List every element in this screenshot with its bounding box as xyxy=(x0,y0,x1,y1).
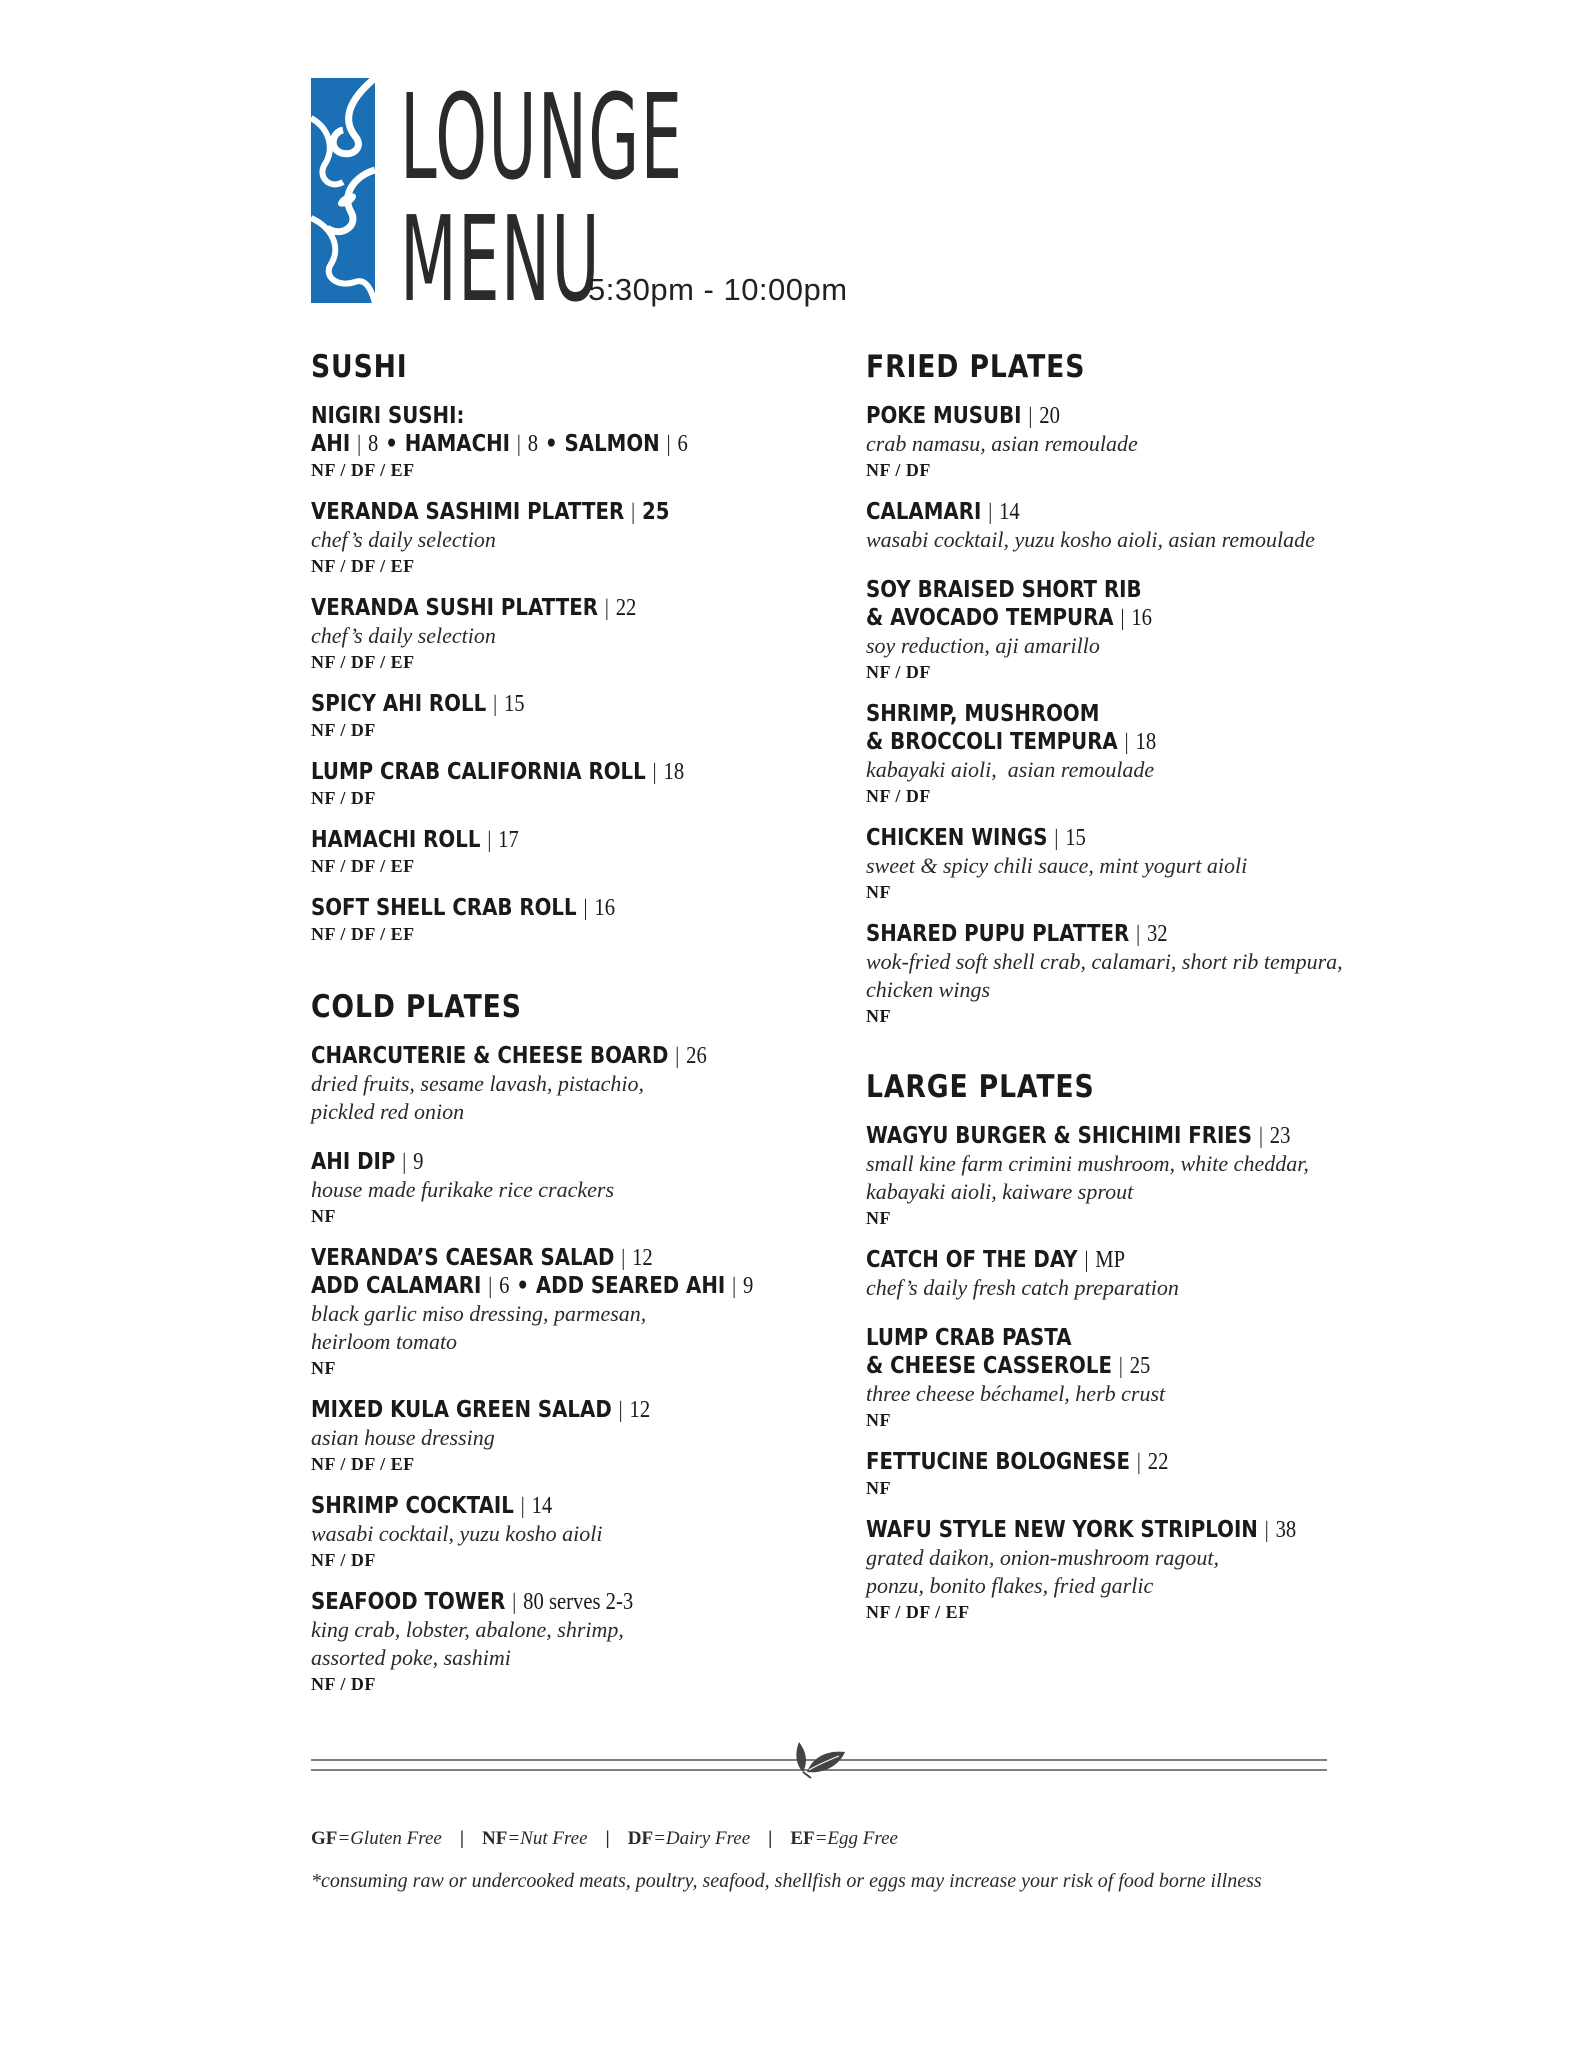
menu-item xyxy=(866,1122,1406,1230)
item-description-line2: assorted poke, sashimi xyxy=(311,1645,511,1671)
item-description: soy reduction, aji amarillo xyxy=(866,633,1100,659)
item-description: grated daikon, onion-mushroom ragout, xyxy=(866,1545,1220,1571)
menu-item xyxy=(311,894,831,946)
menu-item xyxy=(866,700,1406,808)
legend-nf-code: NF xyxy=(482,1828,508,1849)
item-add-ons: ADD CALAMARI | 6 • ADD SEARED AHI | 9 xyxy=(311,1273,754,1300)
item-name: CATCH OF THE DAY | MP xyxy=(866,1247,1126,1274)
item-name: FETTUCINE BOLOGNESE | 22 xyxy=(866,1449,1169,1476)
menu-item xyxy=(311,498,831,578)
item-name: WAGYU BURGER & SHICHIMI FRIES | 23 xyxy=(866,1123,1291,1150)
item-description: house made furikake rice crackers xyxy=(311,1177,615,1203)
diet-tags: NF xyxy=(311,1206,336,1227)
service-hours: 5:30pm - 10:00pm xyxy=(588,272,848,307)
section-title: LARGE PLATES xyxy=(866,1069,1095,1106)
item-name: HAMACHI ROLL | 17 xyxy=(311,827,519,854)
menu-item xyxy=(866,498,1406,554)
item-name: SHARED PUPU PLATTER | 32 xyxy=(866,921,1168,948)
item-name: VERANDA’S CAESAR SALAD | 12 xyxy=(311,1245,653,1272)
item-description: chef’s daily fresh catch preparation xyxy=(866,1275,1179,1301)
item-name: NIGIRI SUSHI: xyxy=(311,403,465,430)
title-line-2: MENU xyxy=(400,190,601,328)
legend-nf-label: =Nut Free xyxy=(507,1828,588,1849)
diet-tags: NF / DF / EF xyxy=(311,856,415,877)
item-description: asian house dressing xyxy=(311,1425,495,1451)
item-description-line2: ponzu, bonito flakes, fried garlic xyxy=(866,1573,1154,1599)
diet-tags: NF xyxy=(311,1358,336,1379)
menu-item xyxy=(311,1042,831,1126)
item-description: king crab, lobster, abalone, shrimp, xyxy=(311,1617,624,1643)
section-fried-plates xyxy=(866,350,1406,1028)
section-sushi xyxy=(311,350,831,946)
diet-tags: NF xyxy=(866,1478,891,1499)
item-name-line2: & CHEESE CASSEROLE | 25 xyxy=(866,1353,1151,1380)
item-name: CHICKEN WINGS | 15 xyxy=(866,825,1086,852)
diet-tags: NF xyxy=(866,1410,891,1431)
item-description: kabayaki aioli, asian remoulade xyxy=(866,757,1155,783)
item-description: chef’s daily selection xyxy=(311,527,496,553)
legend-df-code: DF xyxy=(627,1828,654,1849)
item-name-line2: & BROCCOLI TEMPURA | 18 xyxy=(866,729,1157,756)
menu-item xyxy=(311,1396,831,1476)
item-description: crab namasu, asian remoulade xyxy=(866,431,1138,457)
diet-tags: NF / DF / EF xyxy=(311,460,415,481)
section-large-plates xyxy=(866,1070,1406,1624)
item-description: wasabi cocktail, yuzu kosho aioli xyxy=(311,1521,603,1547)
section-title: FRIED PLATES xyxy=(866,349,1086,385)
menu-item xyxy=(866,402,1406,482)
item-name: CALAMARI | 14 xyxy=(866,499,1020,526)
item-name-line2: & AVOCADO TEMPURA | 16 xyxy=(866,605,1153,632)
menu-item xyxy=(311,1492,831,1572)
item-name: POKE MUSUBI | 20 xyxy=(866,403,1060,430)
item-description-line2: pickled red onion xyxy=(311,1099,465,1125)
menu-item xyxy=(311,758,831,810)
item-name: SOY BRAISED SHORT RIB xyxy=(866,577,1142,604)
menu-item xyxy=(311,690,831,742)
item-name: SHRIMP, MUSHROOM xyxy=(866,701,1100,728)
legend-gf-label: =Gluten Free xyxy=(337,1828,442,1849)
item-description-line2: chicken wings xyxy=(866,977,991,1003)
legend-gf-code: GF xyxy=(311,1828,338,1849)
menu-item xyxy=(311,594,831,674)
item-description-line2: heirloom tomato xyxy=(311,1329,458,1355)
diet-tags: NF / DF / EF xyxy=(311,556,415,577)
item-name: CHARCUTERIE & CHEESE BOARD | 26 xyxy=(311,1043,707,1070)
diet-tags: NF / DF / EF xyxy=(311,924,415,945)
footer-divider xyxy=(311,1740,1327,1780)
item-name: SEAFOOD TOWER | 80 serves 2-3 xyxy=(311,1589,634,1616)
item-name-line2: AHI | 8 • HAMACHI | 8 • SALMON | 6 xyxy=(311,431,688,458)
menu-item xyxy=(866,824,1406,904)
menu-item xyxy=(866,1324,1406,1432)
item-name: VERANDA SASHIMI PLATTER | 25 xyxy=(311,499,670,526)
title-line-1: LOUNGE xyxy=(400,68,684,206)
item-description: wasabi cocktail, yuzu kosho aioli, asian remoulade xyxy=(866,527,1315,553)
leaf-icon xyxy=(796,1742,845,1778)
diet-tags: NF / DF xyxy=(866,786,931,807)
diet-tags: NF / DF / EF xyxy=(311,652,415,673)
menu-item xyxy=(311,402,831,482)
diet-tags: NF / DF xyxy=(311,788,376,809)
menu-item xyxy=(866,920,1406,1028)
diet-tags: NF / DF / EF xyxy=(311,1454,415,1475)
menu-item xyxy=(866,576,1406,684)
menu-item xyxy=(311,1148,831,1228)
item-name: SPICY AHI ROLL | 15 xyxy=(311,691,525,718)
legend-ef-code: EF xyxy=(790,1828,815,1849)
logo-icon xyxy=(311,78,375,303)
diet-tags: NF / DF xyxy=(311,720,376,741)
diet-tags: NF / DF xyxy=(311,1674,376,1695)
item-description: dried fruits, sesame lavash, pistachio, xyxy=(311,1071,645,1097)
diet-tags: NF / DF xyxy=(311,1550,376,1571)
menu-item xyxy=(866,1448,1406,1500)
item-description: small kine farm crimini mushroom, white cheddar, xyxy=(866,1151,1309,1177)
menu-item xyxy=(311,1588,831,1696)
menu-item xyxy=(866,1516,1406,1624)
diet-tags: NF / DF xyxy=(866,460,931,481)
item-description: wok-fried soft shell crab, calamari, short rib tempura, xyxy=(866,949,1343,975)
item-name: SHRIMP COCKTAIL | 14 xyxy=(311,1493,553,1520)
section-title: COLD PLATES xyxy=(311,989,522,1026)
right-column xyxy=(866,350,1406,1660)
item-description-line2: kabayaki aioli, kaiware sprout xyxy=(866,1179,1134,1205)
item-name: WAFU STYLE NEW YORK STRIPLOIN | 38 xyxy=(866,1517,1297,1544)
diet-tags: NF / DF / EF xyxy=(866,1602,970,1623)
menu-item xyxy=(866,1246,1406,1302)
diet-tags: NF xyxy=(866,1006,891,1027)
item-name: AHI DIP | 9 xyxy=(311,1149,424,1176)
legend-ef-label: =Egg Free xyxy=(814,1828,898,1849)
item-name: SOFT SHELL CRAB ROLL | 16 xyxy=(311,895,616,922)
item-name: LUMP CRAB PASTA xyxy=(866,1325,1072,1352)
food-safety-disclaimer: *consuming raw or undercooked meats, poultry, seafood, shellfish or eggs may increase your risk of food borne illness xyxy=(311,1870,1262,1892)
menu-item xyxy=(311,1244,831,1380)
section-cold-plates xyxy=(311,990,831,1696)
legend-df-label: =Dairy Free xyxy=(653,1828,751,1849)
diet-tags: NF xyxy=(866,1208,891,1229)
item-description: chef’s daily selection xyxy=(311,623,496,649)
item-name: LUMP CRAB CALIFORNIA ROLL | 18 xyxy=(311,759,685,786)
dietary-legend: GF=Gluten Free | NF=Nut Free | DF=Dairy Free | EF=Egg Free xyxy=(311,1828,898,1849)
item-name: VERANDA SUSHI PLATTER | 22 xyxy=(311,595,637,622)
item-name: MIXED KULA GREEN SALAD | 12 xyxy=(311,1397,651,1424)
item-description: three cheese béchamel, herb crust xyxy=(866,1381,1166,1407)
item-description: black garlic miso dressing, parmesan, xyxy=(311,1301,647,1327)
left-column xyxy=(311,350,831,1732)
diet-tags: NF xyxy=(866,882,891,903)
diet-tags: NF / DF xyxy=(866,662,931,683)
section-title: SUSHI xyxy=(311,349,408,385)
menu-item xyxy=(311,826,831,878)
item-description: sweet & spicy chili sauce, mint yogurt aioli xyxy=(866,853,1248,879)
